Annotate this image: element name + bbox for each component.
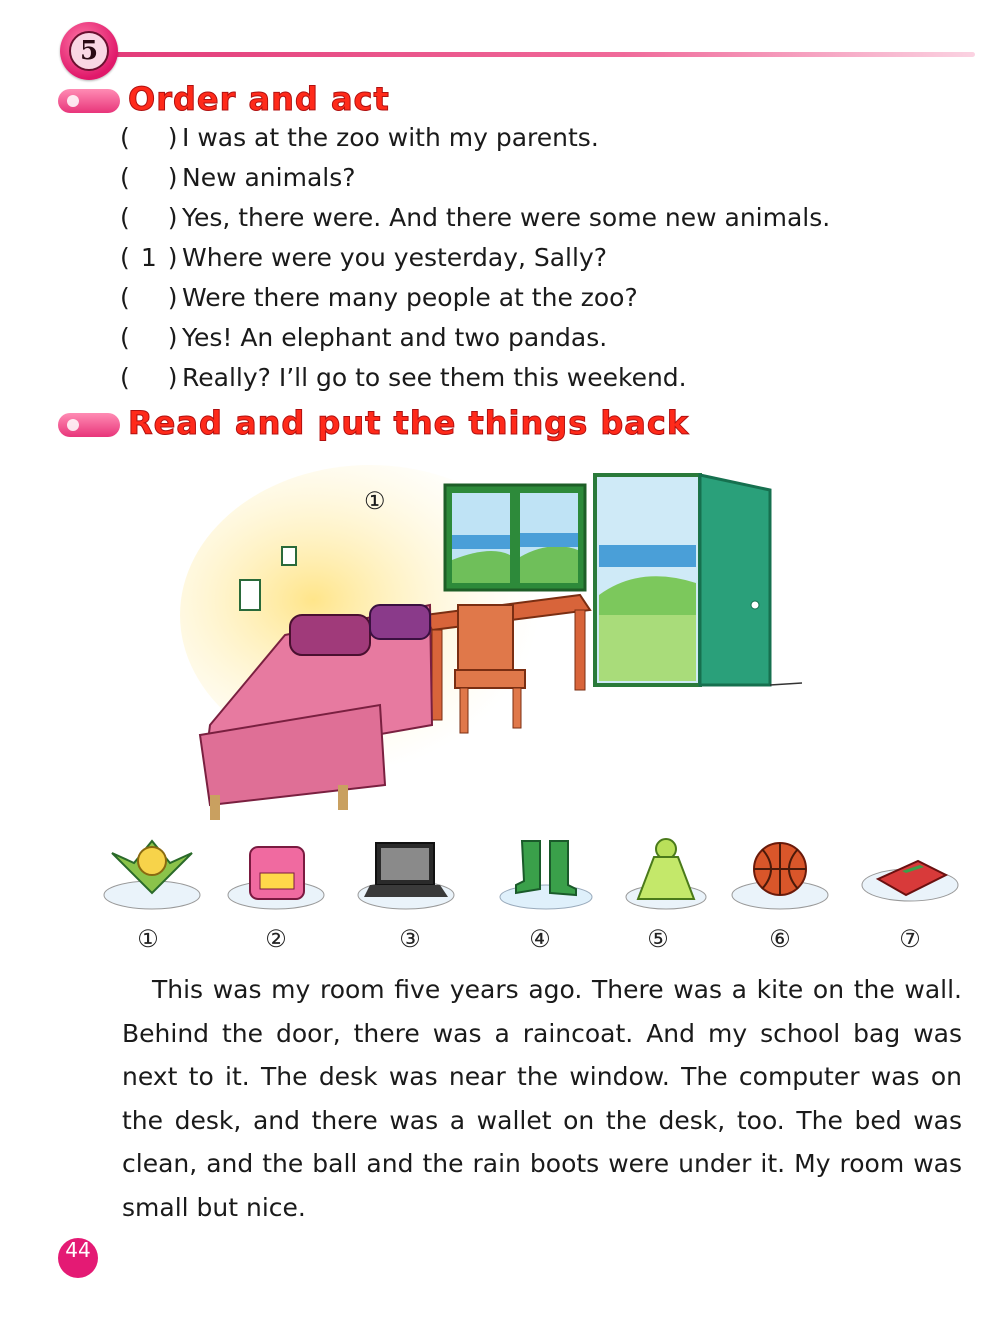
order-slot[interactable]: 1 <box>140 243 157 272</box>
room-illustration <box>170 465 810 825</box>
list-item: ( ) I was at the zoo with my parents. <box>120 123 599 152</box>
item-number: ④ <box>529 925 551 953</box>
wallet-icon <box>858 833 962 913</box>
list-item-text: Where were you yesterday, Sally? <box>182 243 608 272</box>
item-number: ① <box>137 925 159 953</box>
list-item: ( ) Were there many people at the zoo? <box>120 283 638 312</box>
list-item-text: I was at the zoo with my parents. <box>182 123 599 152</box>
section-pill-icon <box>58 413 120 437</box>
item-number: ③ <box>399 925 421 953</box>
list-item: ( ) Yes, there were. And there were some new animals. <box>120 203 831 232</box>
item-number: ⑥ <box>769 925 791 953</box>
list-item: ( ) Really? I’ll go to see them this weekend. <box>120 363 687 392</box>
list-item-text: Yes, there were. And there were some new animals. <box>182 203 831 232</box>
item-kite[interactable] <box>100 833 204 913</box>
list-item: ( ) Yes! An elephant and two pandas. <box>120 323 608 352</box>
item-ball[interactable] <box>728 833 832 913</box>
order-list <box>120 118 830 398</box>
item-computer[interactable] <box>354 833 458 913</box>
list-item-text: Were there many people at the zoo? <box>182 283 638 312</box>
unit-badge <box>60 22 118 80</box>
window <box>445 485 585 590</box>
school-bag-icon <box>224 833 328 913</box>
list-item-text: New animals? <box>182 163 356 192</box>
section-pill-icon <box>58 89 120 113</box>
item-school-bag[interactable] <box>224 833 328 913</box>
section-title-order: Order and act <box>128 80 390 118</box>
reading-passage: This was my room five years ago. There was a kite on the wall. Behind the door, there was a raincoat. And my school bag was next to it. The desk was near the window. The computer was on the desk, and there was a wallet on the desk, too. The bed was clean, and the ball and the rain boots were under it. My room was small but nice. <box>122 975 962 1222</box>
list-item: ( 1 ) Where were you yesterday, Sally? <box>120 238 830 278</box>
illustration-marker: ① <box>364 487 386 515</box>
item-number: ⑤ <box>647 925 669 953</box>
list-item-text: Yes! An elephant and two pandas. <box>182 323 608 352</box>
item-rain-boots[interactable] <box>494 833 598 913</box>
item-number: ② <box>265 925 287 953</box>
section-title-read: Read and put the things back <box>128 404 690 442</box>
kite-icon <box>100 833 204 913</box>
list-item: ( ) New animals? <box>120 163 356 192</box>
unit-number: 5 <box>69 31 109 71</box>
list-item-text: Really? I’ll go to see them this weekend. <box>182 363 687 392</box>
item-wallet[interactable] <box>858 833 962 913</box>
item-number: ⑦ <box>899 925 921 953</box>
raincoat-icon <box>614 833 718 913</box>
computer-icon <box>354 833 458 913</box>
top-rule <box>95 52 975 57</box>
page-number: 44 <box>58 1238 98 1278</box>
ball-icon <box>728 833 832 913</box>
item-raincoat[interactable] <box>614 833 718 913</box>
rain-boots-icon <box>494 833 598 913</box>
